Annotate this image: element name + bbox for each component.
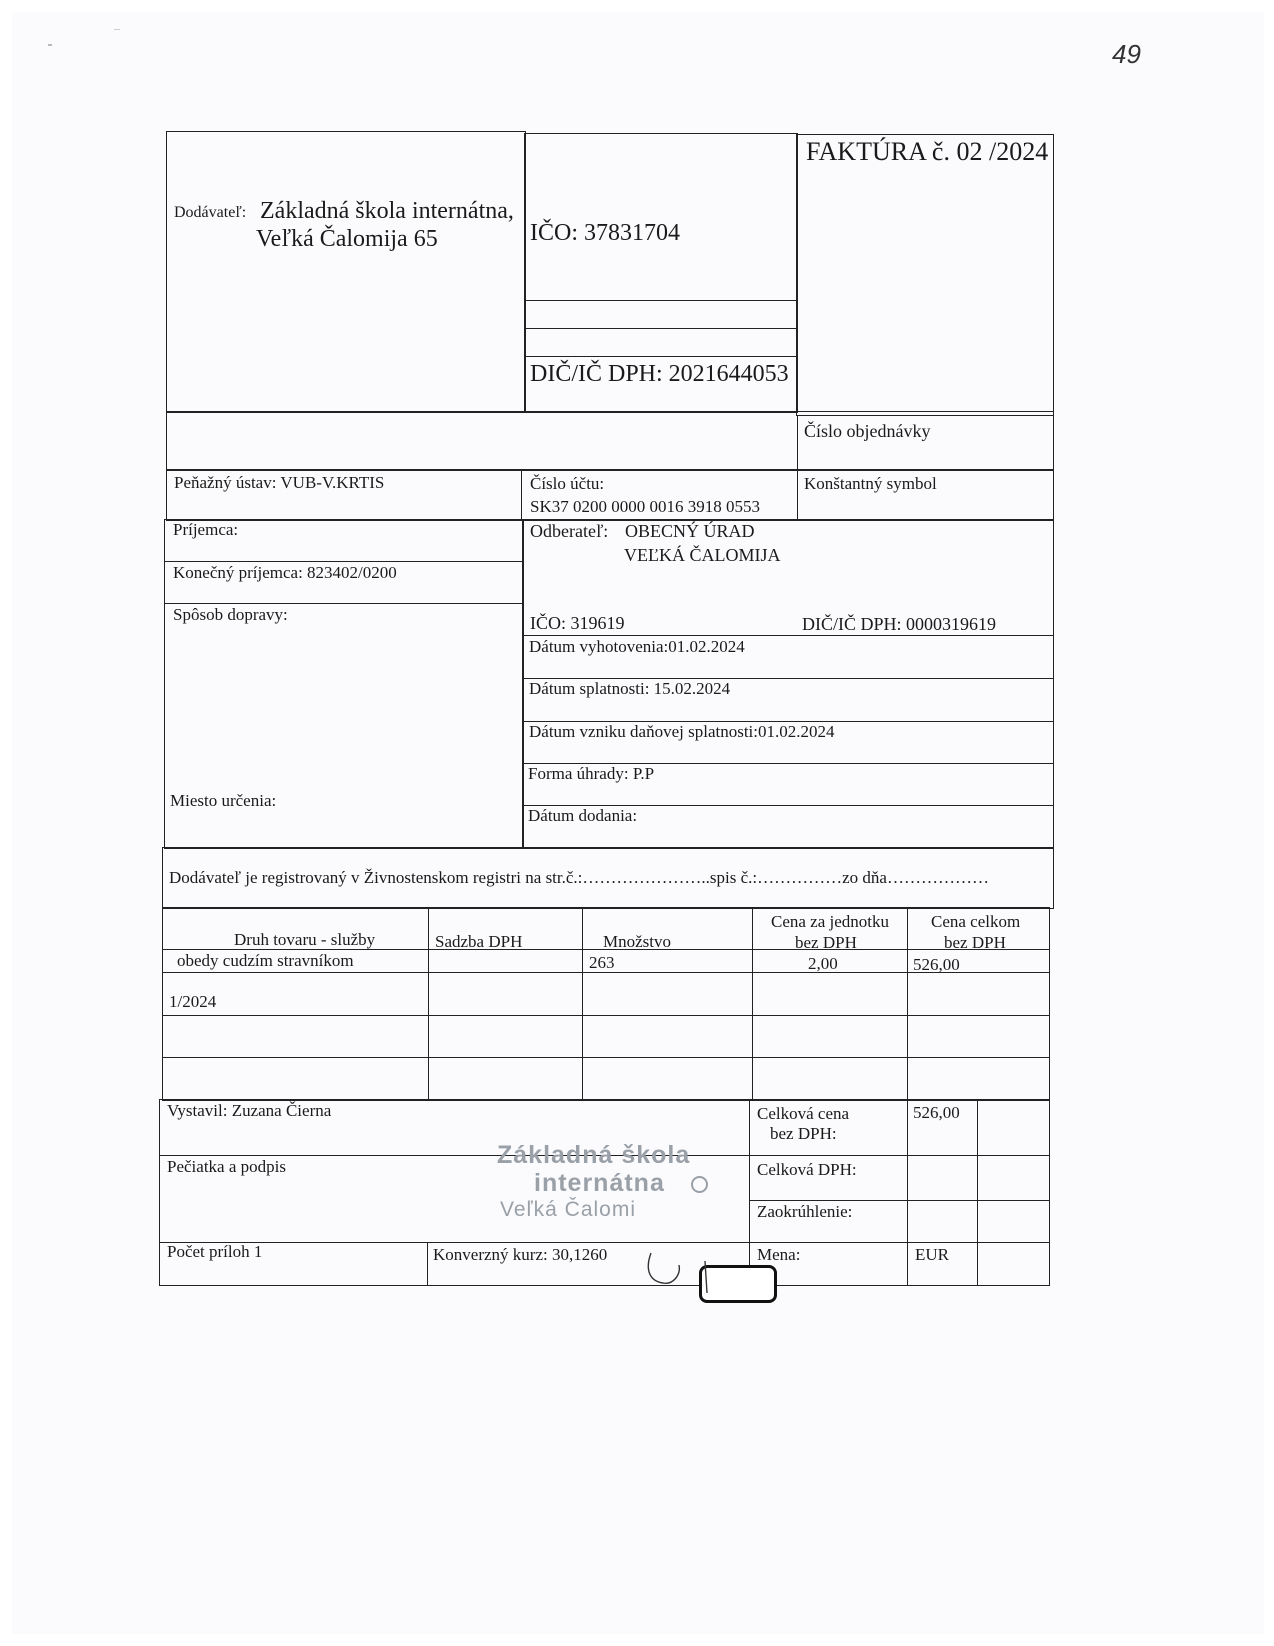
divider	[522, 635, 1054, 636]
header-item: Druh tovaru - služby	[234, 930, 376, 949]
total-vat-label: Celková DPH:	[757, 1160, 857, 1179]
row-quantity: 263	[589, 953, 615, 972]
invoice-page	[12, 12, 1264, 1634]
header-quantity: Množstvo	[603, 932, 671, 951]
header-vat-rate: Sadzba DPH	[435, 932, 523, 951]
divider	[797, 469, 798, 521]
header-unit-price-sub: bez DPH	[795, 933, 857, 952]
currency-value: EUR	[915, 1245, 949, 1264]
page-number: 49	[1112, 39, 1141, 69]
divider	[521, 469, 522, 521]
supplier-name: Základná škola internátna,	[260, 198, 514, 224]
delivery-date: Dátum dodania:	[528, 806, 638, 825]
customer-name-1: OBECNÝ ÚRAD	[625, 521, 755, 541]
order-number-label: Číslo objednávky	[804, 421, 931, 441]
divider	[162, 1015, 1050, 1016]
stamp-emblem-icon	[691, 1176, 708, 1193]
rounding-label: Zaokrúhlenie:	[757, 1202, 853, 1221]
divider	[162, 1057, 1050, 1058]
divider	[164, 603, 524, 604]
scan-speck	[114, 29, 120, 30]
divider	[797, 415, 798, 471]
date-tax: Dátum vzniku daňovej splatnosti:01.02.2024	[529, 722, 835, 741]
row-unit-price: 2,00	[808, 954, 838, 973]
total-no-vat-value: 526,00	[913, 1103, 960, 1122]
divider	[427, 1242, 428, 1286]
payment-form: Forma úhrady: P.P	[528, 764, 655, 783]
destination-label: Miesto určenia:	[170, 791, 277, 810]
recipient-label: Príjemca:	[173, 520, 239, 539]
date-due: Dátum splatnosti: 15.02.2024	[529, 679, 731, 698]
conversion-rate: Konverzný kurz: 30,1260	[433, 1245, 608, 1264]
customer-label: Odberateľ:	[530, 521, 609, 541]
issued-by: Vystavil: Zuzana Čierna	[167, 1101, 332, 1120]
divider	[164, 561, 524, 562]
invoice-title-box	[796, 134, 1054, 416]
divider	[907, 1101, 908, 1286]
divider	[977, 1101, 978, 1286]
supplier-address: Veľká Čalomija 65	[256, 226, 438, 252]
account-number: SK37 0200 0000 0016 3918 0553	[530, 497, 760, 516]
total-no-vat-label: Celková cena	[757, 1104, 850, 1123]
divider	[159, 1242, 1050, 1243]
customer-ico: IČO: 319619	[530, 613, 625, 633]
bank-name: Peňažný ústav: VUB-V.KRTIS	[174, 473, 385, 492]
scan-speck	[48, 44, 52, 46]
header-total-sub: bez DPH	[944, 933, 1006, 952]
signature-mark	[637, 1247, 747, 1297]
invoice-title: FAKTÚRA č. 02 /2024	[806, 137, 1049, 166]
constant-symbol-label: Konštantný symbol	[804, 474, 937, 493]
divider	[524, 328, 798, 329]
header-total: Cena celkom	[931, 912, 1021, 931]
supplier-dic: DIČ/IČ DPH: 2021644053	[530, 361, 789, 387]
customer-name-2: VEĽKÁ ČALOMIJA	[624, 545, 781, 565]
date-issued: Dátum vyhotovenia:01.02.2024	[529, 637, 745, 656]
divider	[524, 300, 798, 301]
currency-label: Mena:	[757, 1245, 801, 1264]
stamp-line: Veľká Čalomi	[500, 1198, 637, 1221]
supplier-box	[166, 131, 526, 413]
divider	[752, 907, 753, 1101]
stamp-line: Základná škola	[497, 1141, 691, 1169]
header-unit-price: Cena za jednotku	[771, 912, 890, 931]
account-label: Číslo účtu:	[530, 474, 605, 493]
registry-note: Dodávateľ je registrovaný v Živnostenskom registri na str.č.:…………………..spis č.:……………zo dňa………………	[169, 868, 989, 887]
divider	[749, 1200, 1050, 1201]
school-stamp	[497, 1141, 757, 1223]
customer-dic: DIČ/IČ DPH: 0000319619	[802, 614, 997, 634]
attachments: Počet príloh 1	[167, 1242, 263, 1261]
divider	[582, 907, 583, 1101]
supplier-label: Dodávateľ:	[174, 204, 247, 221]
row-item: 1/2024	[169, 992, 217, 1011]
total-no-vat-label-sub: bez DPH:	[770, 1124, 837, 1143]
stamp-sign-label: Pečiatka a podpis	[167, 1157, 286, 1176]
divider	[524, 356, 798, 357]
final-recipient: Konečný príjemca: 823402/0200	[173, 563, 397, 582]
divider	[428, 907, 429, 1101]
stamp-line: internátna	[534, 1169, 665, 1197]
divider	[907, 907, 908, 1101]
row-total: 526,00	[913, 955, 960, 974]
row-item: obedy cudzím stravníkom	[177, 951, 354, 970]
transport-label: Spôsob dopravy:	[173, 605, 288, 624]
supplier-ico: IČO: 37831704	[530, 220, 680, 246]
